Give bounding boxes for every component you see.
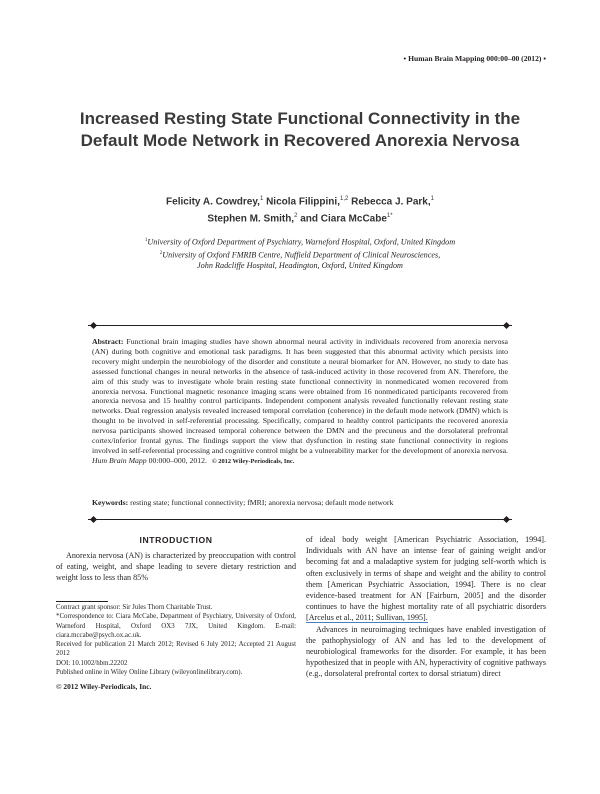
intro-paragraph-1: Anorexia nervosa (AN) is characterized by preoccupation with control of eating, weight, and shape leading to severe dietary restriction and weight loss to less than 85%	[56, 551, 296, 583]
citation-link[interactable]: [Arcelus et al., 2011; Sullivan, 1995].	[306, 613, 428, 623]
abstract	[92, 337, 508, 467]
footnote-rule	[56, 601, 108, 602]
footer-copyright: © 2012 Wiley-Periodicals, Inc.	[56, 682, 152, 691]
rule-diamond-icon	[503, 321, 510, 328]
keywords-label: Keywords:	[92, 498, 129, 507]
footnote-published: Published online in Wiley Online Library (wileyonlinelibrary.com).	[56, 669, 243, 677]
footnote-doi: DOI: 10.1002/hbm.22202	[56, 659, 128, 667]
intro-paragraph-continued	[306, 534, 546, 624]
affiliation-3	[100, 260, 500, 271]
author-name: Nicola Filippini,	[266, 196, 340, 208]
affiliation-sup: 2	[159, 250, 163, 256]
affiliation-text: John Radcliffe Hospital, Headington, Oxford, United Kingdom	[197, 261, 403, 271]
abstract-label: Abstract:	[92, 337, 124, 346]
footnote-correspondence: *Correspondence to: Ciara McCabe, Department of Psychiatry, University of Oxford, Warneford Hospital, Oxford OX3 7JX, United Kingdom. E-mail: ciara.mccabe@psych.ox.ac.uk.	[56, 613, 296, 639]
section-heading-introduction: INTRODUCTION	[139, 535, 213, 545]
intro-text: of ideal body weight [American Psychiatric Association, 1994]. Individuals with AN have an intense fear of gaining weight and/or becoming fat and a maladaptive system for judging self-worth which is often exclusively in terms of shape and weight and the ability to control them [American Psychiatric Association, 1994]. There is no clear evidence-based treatment for AN [Fairburn, 2005] and the disorder continues to have the highest mortality rate of all psychiatric disorders	[306, 535, 546, 612]
keywords-text: resting state; functional connectivity; fMRI; anorexia nervosa; default mode network	[130, 498, 394, 507]
affiliation-text: University of Oxford Department of Psychiatry, Warneford Hospital, Oxford, United Kingdom	[147, 237, 456, 247]
abstract-body: Functional brain imaging studies have shown abnormal neural activity in individuals recovered from anorexia nervosa (AN) during both cognitive and emotional task paradigms. It has been suggested that this abnormal activity which persists into recovery might underpin the neurobiology of the disorder and constitute a neural biomarker for AN. However, no study to date has assessed functional changes in neural networks in the absence of task-induced activity in those recovered from AN. Therefore, the aim of this study was to investigate whole brain resting state functional connectivity in nonmedicated women recovered from anorexia nervosa. Functional magnetic resonance imaging scans were obtained from 16 nonmedicated participants recovered from anorexia nervosa and 15 healthy control participants. Independent component analysis revealed functionally relevant resting state networks. Dual regression analysis revealed increased temporal correlation (coherence) in the default mode network (DMN) which is thought to be involved in self-referential processing. Specifically, compared to healthy control participants the recovered anorexia nervosa participants showed increased temporal coherence between the DMN and the precuneus and the dorsolateral prefrontal cortex/inferior frontal gyrus. The findings support the view that dysfunction in resting state functional connectivity in regions involved in self-referential processing and cognitive control might be a vulnerability marker for the development of anorexia nervosa.	[92, 337, 508, 455]
keywords	[92, 498, 508, 508]
rule-diamond-icon	[503, 515, 510, 522]
author-affil-sup: 1	[259, 196, 264, 202]
rule-diamond-icon	[90, 321, 97, 328]
abstract-top-rule	[88, 325, 512, 326]
footnotes	[56, 603, 296, 677]
right-column	[306, 534, 546, 680]
footnote-grant: Contract grant sponsor: Sir Jules Thorn Charitable Trust.	[56, 604, 213, 611]
author-list	[90, 192, 510, 227]
abstract-citation-rest: 00:000–000, 2012.	[148, 455, 207, 465]
author-line-2	[90, 209, 510, 226]
affiliation-1	[100, 235, 500, 248]
author-affil-sup: 2	[294, 213, 298, 220]
article-title: Increased Resting State Functional Connectivity in the Default Mode Network in Recovered Anorexia Nervosa	[79, 109, 521, 150]
abstract-copyright: © 2012 Wiley-Periodicals, Inc.	[211, 457, 295, 465]
author-affil-sup: 1*	[386, 213, 393, 220]
journal-running-head: • Human Brain Mapping 000:00–00 (2012) •	[403, 54, 546, 63]
author-affil-sup: 1,2	[339, 196, 349, 202]
author-name: Stephen M. Smith,	[207, 213, 295, 225]
affiliations	[100, 235, 500, 271]
abstract-bottom-rule	[88, 519, 512, 520]
footnote-received: Received for publication 21 March 2012; Revised 6 July 2012; Accepted 21 August 2012	[56, 641, 296, 658]
affiliation-2	[100, 248, 500, 261]
affiliation-text: University of Oxford FMRIB Centre, Nuffield Department of Clinical Neurosciences,	[162, 250, 441, 260]
author-affil-sup: 1	[430, 196, 434, 202]
author-line-1	[90, 192, 510, 209]
affiliation-sup: 1	[144, 238, 148, 243]
author-name: Rebecca J. Park,	[351, 196, 431, 208]
abstract-citation: Hum Brain Mapp	[92, 455, 147, 465]
intro-paragraph-2: Advances in neuroimaging techniques have enabled investigation of the pathophysiology of AN and has led to the development of neurobiological frameworks for the disorder. For example, it has been hypothesized that in people with AN, hyperactivity of cognitive pathways (e.g., dorsolateral prefrontal cortex to dorsal striatum) direct	[306, 624, 546, 679]
rule-diamond-icon	[90, 515, 97, 522]
author-name: Felicity A. Cowdrey,	[166, 196, 260, 208]
author-name: and Ciara McCabe	[300, 213, 387, 225]
